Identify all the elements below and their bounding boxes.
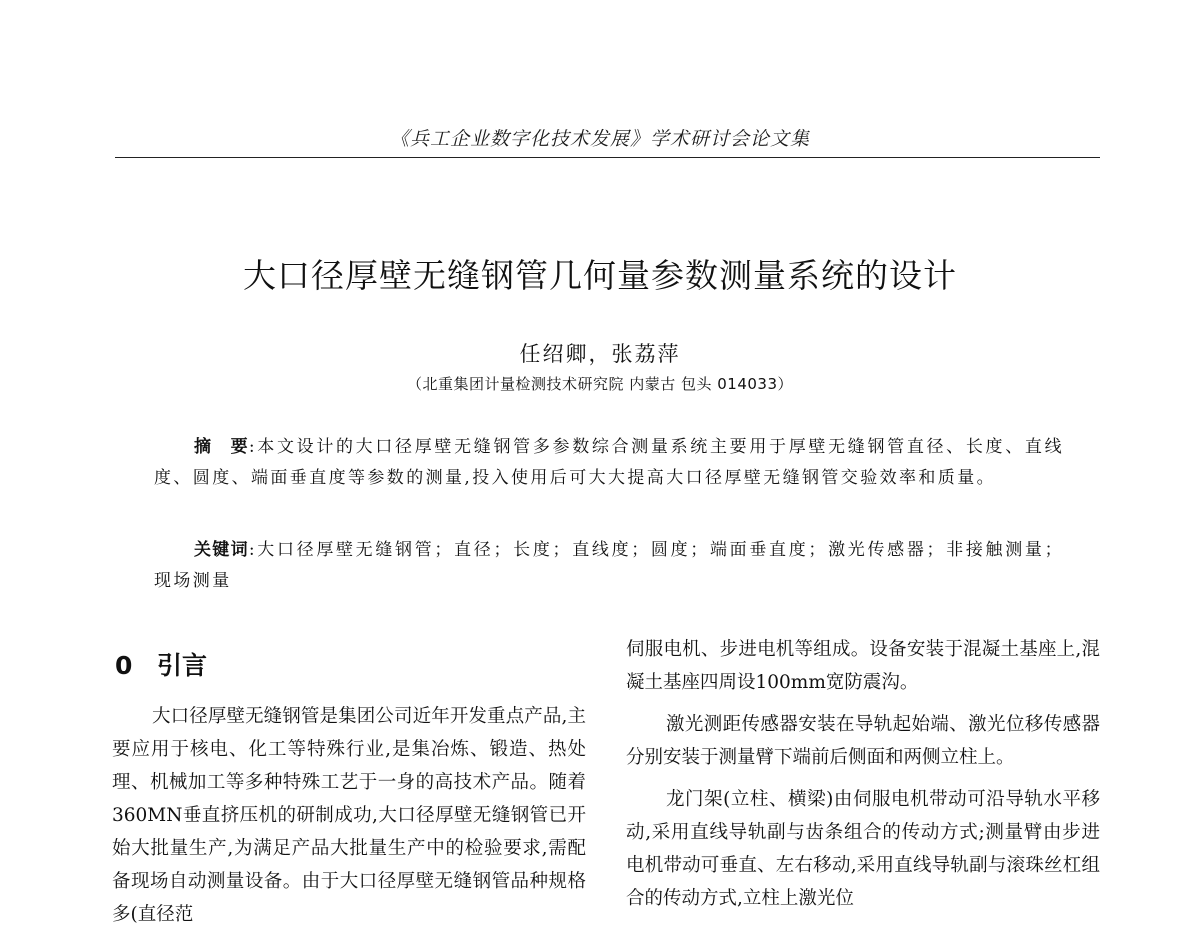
right-paragraph-3: 龙门架(立柱、横梁)由伺服电机带动可沿导轨水平移动,采用直线导轨副与齿条组合的传动方式;测量臂由步进电机带动可垂直、左右移动,采用直线导轨副与滚珠丝杠组合的传动方式,立柱上激光位 xyxy=(626,789,1100,909)
right-column xyxy=(626,633,1100,915)
header-rule xyxy=(115,157,1100,158)
right-paragraph-1: 伺服电机、步进电机等组成。设备安装于混凝土基座上,混凝土基座四周设100mm宽防震沟。 xyxy=(626,639,1100,693)
keywords-label: 关键词 xyxy=(194,540,249,560)
left-paragraph-1: 大口径厚壁无缝钢管是集团公司近年开发重点产品,主要应用于核电、化工等特殊行业,是集冶炼、锻造、热处理、机械加工等多种特殊工艺于一身的高技术产品。随着360MN垂直挤压机的研制成功,大口径厚壁无缝钢管已开始大批量生产,为满足产品大批量生产中的检验要求,需配备现场自动测量设备。由于大口径厚壁无缝钢管品种规格多(直径范 xyxy=(112,706,586,925)
section-heading xyxy=(115,646,207,682)
keywords xyxy=(154,535,1064,597)
section-title: 引言 xyxy=(157,651,208,680)
paper-authors: 任绍卿，张荔萍 xyxy=(519,342,681,366)
running-header: 《兵工企业数字化技术发展》学术研讨会论文集 xyxy=(389,128,810,150)
right-paragraph-2: 激光测距传感器安装在导轨起始端、激光位移传感器分别安装于测量臂下端前后侧面和两侧立柱上。 xyxy=(626,714,1100,768)
abstract-text: :本文设计的大口径厚壁无缝钢管多参数综合测量系统主要用于厚壁无缝钢管直径、长度、直线度、圆度、端面垂直度等参数的测量,投入使用后可大大提高大口径厚壁无缝钢管交验效率和质量。 xyxy=(154,437,1065,488)
left-column xyxy=(112,700,586,931)
paper-affiliation: （北重集团计量检测技术研究院 内蒙古 包头 014033） xyxy=(406,375,794,393)
abstract-label: 摘 要 xyxy=(194,437,249,457)
section-number: 0 xyxy=(115,651,133,680)
paper-title: 大口径厚壁无缝钢管几何量参数测量系统的设计 xyxy=(243,256,957,295)
abstract xyxy=(154,432,1064,494)
keywords-text: :大口径厚壁无缝钢管；直径；长度；直线度；圆度；端面垂直度；激光传感器；非接触测量；现场测量 xyxy=(154,540,1065,591)
